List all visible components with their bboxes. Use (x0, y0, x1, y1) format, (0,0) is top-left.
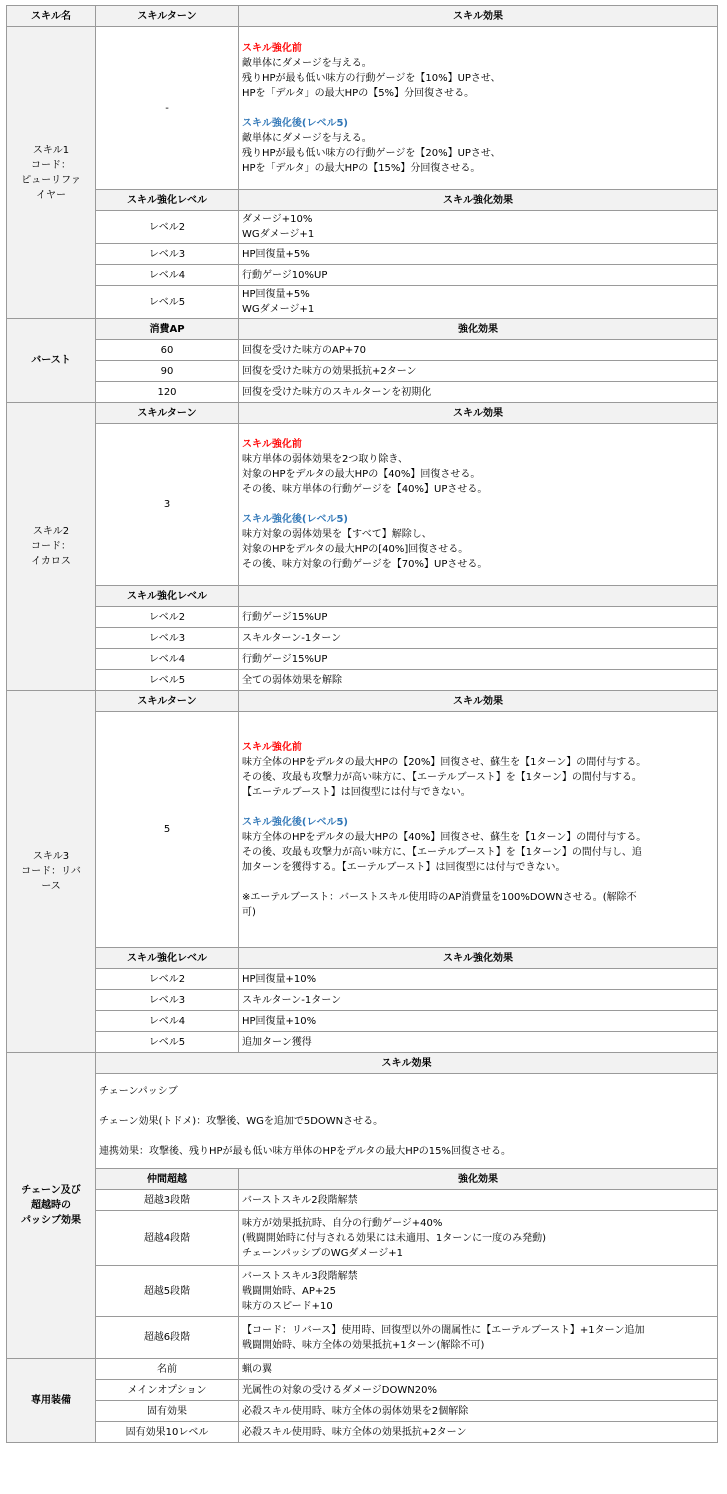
table-row: レベル2 行動ゲージ15%UP (7, 607, 718, 628)
chain-name: チェーン及び 超越時の パッシブ効果 (7, 1053, 96, 1359)
skill3-main-row (7, 712, 718, 948)
skill3-effect-header: スキル効果 (239, 691, 718, 712)
skill2-turn-header: スキルターン (96, 403, 239, 424)
table-row: レベル5 全ての弱体効果を解除 (7, 670, 718, 691)
table-row: レベル3 HP回復量+5% (7, 244, 718, 265)
table-row: 超越5段階 バーストスキル3段階解禁 戦闘開始時、AP+25 味方のスピード+10 (7, 1266, 718, 1317)
table-row: レベル5 HP回復量+5% WGダメージ+1 (7, 286, 718, 319)
header-skill-turn: スキルターン (96, 6, 239, 27)
table-row: 60 回復を受けた味方のAP+70 (7, 340, 718, 361)
burst-name: バースト (7, 319, 96, 403)
table-row: レベル4 行動ゲージ15%UP (7, 649, 718, 670)
table-row: レベル4 行動ゲージ10%UP (7, 265, 718, 286)
skill2-name: スキル2 コード： イカロス (7, 403, 96, 691)
chain-passive-row (7, 1074, 718, 1169)
table-row: 超越6段階 【コード：リバース】使用時、回復型以外の闇属性に【エーテルブースト】+1ターン追加 戦闘開始時、味方全体の効果抵抗+1ターン(解除不可) (7, 1317, 718, 1359)
table-row: レベル3 スキルターン-1ターン (7, 628, 718, 649)
skill3-before-title: スキル強化前 (242, 741, 302, 753)
header-row (7, 6, 718, 27)
table-row: レベル5 追加ターン獲得 (7, 1032, 718, 1053)
skill3-turn: 5 (96, 712, 239, 948)
skill3-name: スキル3 コード：リバ ース (7, 691, 96, 1053)
equipment-name: 専用装備 (7, 1359, 96, 1443)
skill1-level-header-row (7, 190, 718, 211)
table-row: レベル2 ダメージ+10% WGダメージ+1 (7, 211, 718, 244)
burst-effect-header: 強化効果 (239, 319, 718, 340)
skill2-turn: 3 (96, 424, 239, 586)
trans-header: 仲間超越 (96, 1169, 239, 1190)
skill1-name: スキル1 コード： ピューリファ イヤー (7, 27, 96, 319)
skill3-level-header: スキル強化レベル (96, 948, 239, 969)
skill2-before-title: スキル強化前 (242, 439, 302, 450)
skill-table (6, 5, 718, 1443)
table-row: 固有効果10レベル 必殺スキル使用時、味方全体の効果抵抗+2ターン (7, 1422, 718, 1443)
table-row: 90 回復を受けた味方の効果抵抗+2ターン (7, 361, 718, 382)
trans-effect-header: 強化効果 (239, 1169, 718, 1190)
skill3-turn-header: スキルターン (96, 691, 239, 712)
table-row: 超越3段階 バーストスキル2段階解禁 (7, 1190, 718, 1211)
skill1-level-header: スキル強化レベル (96, 190, 239, 211)
skill3-after-title: スキル強化後(レベル5) (242, 816, 348, 828)
skill2-level-header-row (7, 586, 718, 607)
skill2-level-header: スキル強化レベル (96, 586, 239, 607)
table-row: レベル3 スキルターン-1ターン (7, 990, 718, 1011)
header-skill-name: スキル名 (7, 6, 96, 27)
skill3-level-effect-header: スキル強化効果 (239, 948, 718, 969)
header-skill-effect: スキル効果 (239, 6, 718, 27)
burst-ap-header: 消費AP (96, 319, 239, 340)
chain-header-row (7, 1053, 718, 1074)
skill3-level-header-row (7, 948, 718, 969)
skill1-level-effect-header: スキル強化効果 (239, 190, 718, 211)
skill3-note: ※エーテルブースト：バーストスキル使用時のAP消費量を100%DOWNさせる。(解除不 (242, 891, 637, 903)
skill2-header-row (7, 403, 718, 424)
skill2-effect: スキル強化前 味方単体の弱体効果を2つ取り除き、 対象のHPをデルタの最大HPの【40%】回復させる。 その後、味方単体の行動ゲージを【40%】UPさせる。 スキル強化後(レベル5) 味方対象の弱体効果を【すべて】解除し、 対象のHPをデルタの最大HPの[40%]回復させる。 その後、味方対象の行動ゲージを【70%】UPさせる。 (239, 424, 718, 586)
table-row: 120 回復を受けた味方のスキルターンを初期化 (7, 382, 718, 403)
trans-header-row (7, 1169, 718, 1190)
table-row: メインオプション 光属性の対象の受けるダメージDOWN20% (7, 1380, 718, 1401)
chain-passive: チェーンパッシブ チェーン効果(トドメ)：攻撃後、WGを追加で5DOWNさせる。 連携効果：攻撃後、残りHPが最も低い味方単体のHPをデルタの最大HPの15%回復させる。 (96, 1074, 718, 1169)
burst-header-row (7, 319, 718, 340)
table-row: 超越4段階 味方が効果抵抗時、自分の行動ゲージ+40% (戦闘開始時に付与される効果には未適用、1ターンに一度のみ発動) チェーンパッシブのWGダメージ+1 (7, 1211, 718, 1266)
skill1-before-title: スキル強化前 (242, 42, 302, 54)
skill1-effect: スキル強化前 敵単体にダメージを与える。 残りHPが最も低い味方の行動ゲージを【10%】UPさせ、 HPを「デルタ」の最大HPの【5%】分回復させる。 スキル強化後(レベル5) 敵単体にダメージを与える。 残りHPが最も低い味方の行動ゲージを【20%】UPさせ、 HPを「デルタ」の最大HPの【15%】分回復させる。 (239, 27, 718, 190)
table-row: レベル2 HP回復量+10% (7, 969, 718, 990)
table-row: レベル4 HP回復量+10% (7, 1011, 718, 1032)
skill2-effect-header: スキル効果 (239, 403, 718, 424)
table-row: 固有効果 必殺スキル使用時、味方全体の弱体効果を2個解除 (7, 1401, 718, 1422)
skill3-effect: スキル強化前 味方全体のHPをデルタの最大HPの【20%】回復させ、蘇生を【1ターン】の間付与する。 その後、攻最も攻撃力が高い味方に、【エーテルブースト】を【1ターン】の間付与する。 【エーテルブースト】は回復型には付与できない。 スキル強化後(レベル5) 味方全体のHPをデルタの最大HPの【40%】回復させ、蘇生を【1ターン】の間付与する。 その後、攻最も攻撃力が高い味方に、【エーテルブースト】を【1ターン】の間付与し、追 加ターンを獲得する。【エーテルブースト】は回復型には付与できない。 ※エーテルブースト：バーストスキル使用時のAP消費量を100%DOWNさせる。(解除不 可) (239, 712, 718, 948)
skill2-after-title: スキル強化後(レベル5) (242, 514, 348, 525)
chain-effect-header: スキル効果 (96, 1053, 718, 1074)
skill1-turn: - (96, 27, 239, 190)
skill1-main-row (7, 27, 718, 190)
skill1-after-title: スキル強化後(レベル5) (242, 117, 348, 129)
skill2-main-row (7, 424, 718, 586)
table-row: 専用装備 名前 蝋の翼 (7, 1359, 718, 1380)
skill2-level-effect-header (239, 586, 718, 607)
skill3-header-row (7, 691, 718, 712)
